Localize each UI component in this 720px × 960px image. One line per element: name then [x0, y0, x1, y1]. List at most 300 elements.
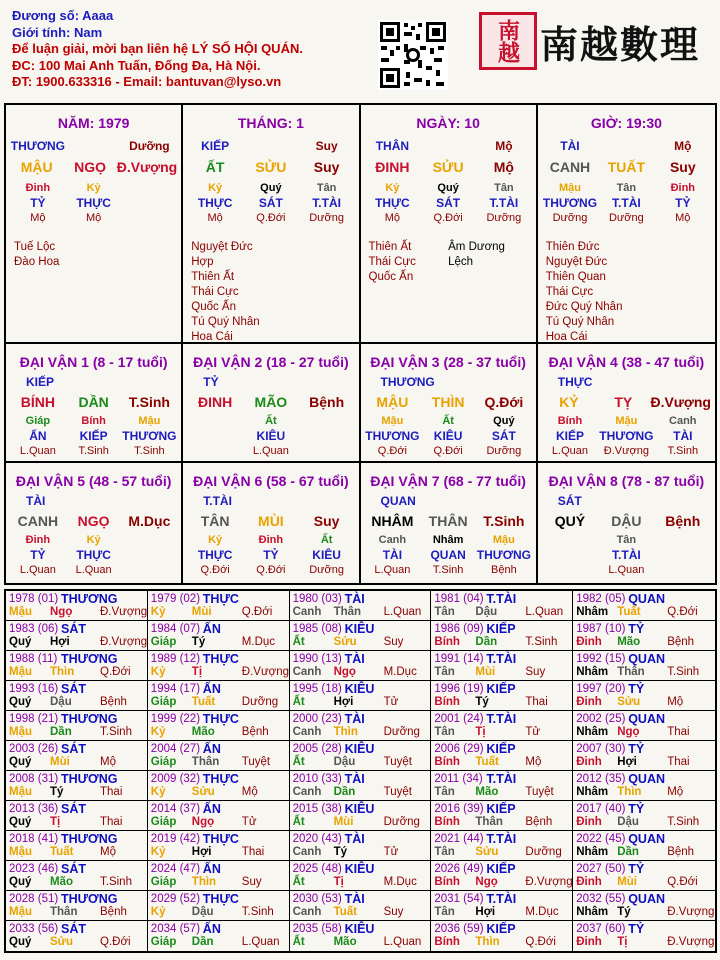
- year-pillar: [9, 846, 144, 858]
- year-ten-god: T.TÀI: [486, 832, 517, 846]
- stem-branch: Q.Đới: [484, 394, 524, 410]
- year-cell: [6, 651, 148, 681]
- year-ten-god: ẤN: [202, 742, 221, 756]
- life-stage: L.Quan: [374, 564, 411, 576]
- year-pillar: [576, 936, 715, 948]
- stem-branch: Bệnh: [665, 513, 701, 529]
- hidden-stem: Kỷ: [86, 534, 101, 546]
- year-cell: [573, 741, 715, 771]
- year-stem: Bính: [434, 876, 460, 888]
- year-branch: Mão: [333, 936, 357, 948]
- year-ten-god: KIẾP: [486, 862, 516, 876]
- hidden-stem: Tân: [316, 182, 337, 194]
- year-pillar: [434, 906, 569, 918]
- year-cell: [148, 621, 290, 651]
- star-list: [6, 240, 181, 270]
- hidden-ten-god: THƯƠNG: [599, 429, 654, 443]
- year-pillar: [9, 936, 144, 948]
- year-pillar: [9, 666, 144, 678]
- stem-branch: THÂN: [428, 513, 468, 529]
- year-life-stage: Bệnh: [241, 726, 269, 738]
- year-life-stage: Mộ: [100, 846, 116, 858]
- pillar-row: [6, 444, 181, 459]
- brand-title: 南越數理: [540, 22, 701, 67]
- star-item: Thái Cực: [545, 286, 594, 298]
- year-life-stage: Thai: [667, 726, 690, 738]
- year-label: 2034 (57): [150, 923, 201, 935]
- pillar-row: [6, 395, 181, 410]
- year-branch: Hợi: [50, 636, 70, 648]
- year-pillar: [576, 906, 715, 918]
- stem-branch: SỬU: [432, 159, 464, 175]
- star-item: Quốc Ấn: [368, 271, 414, 283]
- star-item: Thiên Đức: [545, 241, 600, 253]
- year-stem: Đinh: [576, 756, 602, 768]
- year-life-stage: Tuyệt: [383, 756, 412, 768]
- year-stem: Canh: [292, 786, 322, 798]
- year-label: 2000 (23): [292, 713, 342, 725]
- hidden-ten-god: [542, 548, 598, 563]
- year-ten-god: SÁT: [61, 622, 86, 636]
- year-ten-god: KIẾP: [486, 922, 516, 936]
- year-cell: [290, 741, 432, 771]
- hidden-ten-god: THỰC: [76, 548, 111, 562]
- star-list: [361, 240, 536, 285]
- year-pillar: [434, 786, 569, 798]
- year-life-stage: Thai: [241, 846, 265, 858]
- ten-god-label: TÀI: [560, 139, 580, 153]
- year-cell: [431, 711, 573, 741]
- year-label: 1979 (02): [150, 593, 201, 605]
- star-item: Thiên Quan: [545, 271, 606, 283]
- year-label: 1993 (16): [9, 683, 59, 695]
- year-label: 1987 (10): [576, 623, 626, 635]
- year-stem: Quý: [9, 696, 32, 708]
- year-life-stage: Q.Đới: [100, 936, 131, 948]
- pillar-row: [538, 181, 715, 196]
- hidden-ten-god: TỶ: [263, 548, 279, 562]
- year-ten-god: THƯƠNG: [61, 712, 118, 726]
- year-branch: Dần: [191, 936, 214, 948]
- pillar-row: [183, 160, 358, 175]
- year-ten-god: SÁT: [61, 742, 86, 756]
- year-cell: [573, 801, 715, 831]
- year-ten-god: ẤN: [202, 682, 221, 696]
- dai-van-title: ĐẠI VẬN 3 (28 - 37 tuổi): [370, 354, 526, 370]
- hidden-stem: Đinh: [258, 534, 284, 546]
- year-cell: [148, 921, 290, 951]
- year-branch: Sửu: [333, 636, 357, 648]
- life-stage: L.Quan: [19, 445, 56, 457]
- year-cell: [6, 771, 148, 801]
- dai-van-cell: [183, 463, 360, 583]
- year-stem: Kỷ: [150, 666, 166, 678]
- pillar-row: [538, 533, 715, 548]
- annual-luck-table: [4, 589, 717, 953]
- dai-van-title: ĐẠI VẬN 2 (18 - 27 tuổi): [193, 354, 349, 370]
- pillar-row: [361, 196, 536, 211]
- year-branch: Tị: [617, 936, 628, 948]
- year-stem: Đinh: [576, 636, 602, 648]
- year-stem: Canh: [292, 666, 322, 678]
- hidden-ten-god: THƯƠNG: [122, 429, 177, 443]
- stem-branch: Đ.Vượng: [116, 159, 178, 175]
- year-life-stage: T.Sinh: [525, 636, 558, 648]
- year-branch: Mão: [475, 786, 499, 798]
- pillar-row: [183, 181, 358, 196]
- life-stage: Dưỡng: [486, 212, 522, 224]
- pillar-row: [538, 395, 715, 410]
- year-stem: Quý: [9, 936, 32, 948]
- hidden-ten-god: THỰC: [197, 548, 233, 562]
- pillar-row: [183, 533, 358, 548]
- year-cell: [573, 621, 715, 651]
- stem-branch: TÂN: [200, 513, 230, 529]
- pillar-row: [361, 444, 536, 459]
- star-list: [183, 240, 358, 345]
- life-stage: Q.Đới: [377, 445, 407, 457]
- stem-branch: MÙI: [258, 513, 284, 529]
- stem-branch: Đ.Vượng: [650, 394, 711, 410]
- year-life-stage: Suy: [525, 666, 546, 678]
- pillar-row: [183, 548, 358, 563]
- life-stage: Mộ: [207, 212, 223, 224]
- pillar-row: [361, 429, 536, 444]
- year-pillar: [576, 786, 712, 798]
- year-life-stage: Dưỡng: [525, 846, 562, 858]
- year-branch: Dậu: [50, 696, 72, 708]
- year-pillar: [434, 936, 569, 948]
- year-branch: Dậu: [475, 606, 498, 618]
- year-stem: Kỷ: [150, 906, 166, 918]
- star-item: Hoa Cái: [191, 331, 233, 343]
- year-ten-god: T.TÀI: [486, 772, 517, 786]
- year-stem: Giáp: [150, 936, 177, 948]
- ten-god-label: THÂN: [375, 139, 410, 153]
- year-branch: Thân: [333, 606, 362, 618]
- year-branch: Thìn: [191, 876, 217, 888]
- hidden-stem: Tân: [616, 182, 637, 194]
- hidden-ten-god: [187, 429, 243, 444]
- pillar-title: THÁNG: 1: [237, 115, 304, 131]
- year-stem: Kỷ: [150, 606, 166, 618]
- hidden-ten-god: KIẾP: [79, 429, 108, 443]
- stem-branch: BÍNH: [20, 394, 55, 410]
- star-list-left: [369, 240, 449, 285]
- year-ten-god: THƯƠNG: [61, 652, 118, 666]
- hidden-stem: Kỷ: [86, 182, 101, 194]
- year-ten-god: THỰC: [202, 712, 239, 726]
- year-stem: Tân: [434, 846, 455, 858]
- life-stage: Mộ: [384, 212, 401, 224]
- hidden-stem: Ất: [265, 415, 277, 427]
- year-pillar: [576, 726, 712, 738]
- year-ten-god: SÁT: [61, 802, 86, 816]
- year-pillar: [576, 816, 712, 828]
- year-pillar: [576, 876, 712, 888]
- year-stem: Mậu: [9, 846, 32, 858]
- year-life-stage: Dưỡng: [383, 726, 420, 738]
- life-stage: Mộ: [85, 212, 102, 224]
- year-label: 1978 (01): [9, 593, 59, 605]
- year-branch: Thìn: [475, 936, 500, 948]
- year-branch: Thìn: [333, 726, 358, 738]
- year-life-stage: Tuyệt: [525, 786, 554, 798]
- year-stem: Bính: [434, 756, 460, 768]
- stem-branch: SỬU: [255, 159, 287, 175]
- year-life-stage: Thai: [100, 786, 123, 798]
- hidden-ten-god: ẤN: [29, 429, 47, 443]
- year-cell: [6, 711, 148, 741]
- life-stage: Q.Đới: [256, 564, 286, 576]
- year-stem: Giáp: [150, 876, 177, 888]
- pillar-title: GIỜ: 19:30: [590, 115, 662, 131]
- year-stem: Canh: [292, 606, 322, 618]
- year-stem: Kỷ: [150, 846, 166, 858]
- life-stage: L.Quan: [551, 445, 588, 457]
- year-stem: Tân: [434, 906, 455, 918]
- hidden-ten-god: TỶ: [30, 196, 46, 210]
- year-life-stage: Bệnh: [525, 816, 553, 828]
- year-branch: Sửu: [191, 786, 215, 798]
- year-cell: [573, 771, 715, 801]
- year-cell: [6, 861, 148, 891]
- year-label: 1999 (22): [150, 713, 201, 725]
- pillar-row: [361, 563, 536, 578]
- year-cell: [431, 681, 573, 711]
- dai-van-cell: [183, 344, 360, 463]
- dai-van-title: ĐẠI VẬN 8 (78 - 87 tuổi): [548, 473, 705, 489]
- year-pillar: [151, 726, 286, 738]
- star-list-right: [94, 240, 174, 270]
- year-life-stage: Thai: [667, 756, 690, 768]
- year-branch: Tuất: [333, 906, 358, 918]
- year-stem: Nhâm: [576, 786, 609, 798]
- year-ten-god: THƯƠNG: [61, 772, 118, 786]
- year-label: 2015 (38): [292, 803, 342, 815]
- dai-van-ten-god: SÁT: [557, 494, 582, 508]
- year-branch: Tý: [191, 636, 206, 648]
- year-cell: [290, 681, 432, 711]
- year-stem: Giáp: [150, 636, 177, 648]
- year-life-stage: Bệnh: [100, 696, 127, 708]
- year-pillar: [151, 756, 286, 768]
- pillar-row: [6, 563, 181, 578]
- hidden-ten-god: THƯƠNG: [542, 196, 598, 210]
- year-pillar: [434, 876, 573, 888]
- year-branch: Thìn: [50, 666, 75, 678]
- year-ten-god: THỰC: [202, 892, 239, 906]
- year-label: 2016 (39): [434, 803, 484, 815]
- hidden-ten-god: TỶ: [30, 548, 46, 562]
- hidden-ten-god: KIÊU: [256, 429, 286, 443]
- year-label: 2018 (41): [9, 833, 59, 845]
- stem-branch: T.Sinh: [483, 513, 525, 529]
- year-ten-god: ẤN: [202, 922, 221, 936]
- hidden-stem: Mậu: [558, 182, 581, 194]
- pillar-row: [183, 211, 358, 226]
- year-label: 2035 (58): [292, 923, 342, 935]
- year-pillar: [9, 816, 144, 828]
- year-ten-god: ẤN: [202, 622, 221, 636]
- year-branch: Dần: [333, 786, 356, 798]
- year-label: 2028 (51): [9, 893, 59, 905]
- star-list-right: [271, 240, 351, 345]
- year-pillar: [9, 786, 144, 798]
- year-life-stage: T.Sinh: [100, 876, 132, 888]
- hidden-stem: Mậu: [381, 415, 404, 427]
- year-label: 2021 (44): [434, 833, 484, 845]
- year-cell: [6, 681, 148, 711]
- stem-branch: ẤT: [205, 159, 225, 175]
- year-label: 2032 (55): [576, 893, 626, 905]
- year-pillar: [151, 936, 286, 948]
- year-ten-god: KIÊU: [344, 682, 375, 696]
- year-pillar: [151, 786, 286, 798]
- year-stem: Ất: [292, 756, 305, 768]
- star-item: Đức Quý Nhân: [545, 301, 623, 313]
- header-info: [12, 8, 372, 91]
- year-branch: Mão: [617, 636, 641, 648]
- hidden-ten-god: [122, 196, 178, 211]
- year-life-stage: Mộ: [525, 756, 542, 768]
- year-ten-god: TÀI: [344, 652, 365, 666]
- year-label: 1984 (07): [150, 623, 201, 635]
- year-branch: Tị: [475, 726, 486, 738]
- year-label: 2004 (27): [150, 743, 201, 755]
- hidden-stem: [299, 414, 355, 429]
- year-ten-god: TỶ: [628, 742, 645, 756]
- year-ten-god: SÁT: [61, 862, 86, 876]
- year-cell: [290, 891, 432, 921]
- year-cell: [290, 711, 432, 741]
- hidden-stem: Kỷ: [208, 182, 223, 194]
- year-ten-god: TỶ: [628, 862, 645, 876]
- year-pillar: [151, 816, 286, 828]
- hidden-ten-god: T.TÀI: [312, 196, 341, 210]
- year-label: 2001 (24): [434, 713, 484, 725]
- year-label: 2029 (52): [150, 893, 201, 905]
- year-cell: [431, 891, 573, 921]
- year-branch: Thân: [617, 666, 645, 678]
- hidden-stem: Giáp: [25, 415, 51, 427]
- year-pillar: [293, 936, 428, 948]
- year-branch: Tị: [191, 666, 203, 678]
- year-branch: Ngọ: [333, 666, 356, 678]
- year-life-stage: T.Sinh: [241, 906, 274, 918]
- year-stem: Tân: [434, 666, 455, 678]
- year-ten-god: ẤN: [202, 802, 221, 816]
- year-label: 2009 (32): [150, 773, 201, 785]
- year-label: 2005 (28): [292, 743, 342, 755]
- year-cell: [6, 831, 148, 861]
- pillar-row: [183, 196, 358, 211]
- dai-van-cell: [6, 463, 183, 583]
- year-stem: Mậu: [9, 666, 32, 678]
- year-label: 1980 (03): [292, 593, 342, 605]
- year-life-stage: Q.Đới: [100, 666, 131, 678]
- year-branch: Hợi: [617, 756, 637, 768]
- year-life-stage: Bệnh: [667, 636, 695, 648]
- year-ten-god: T.TÀI: [486, 712, 517, 726]
- year-cell: [148, 651, 290, 681]
- year-ten-god: KIẾP: [486, 682, 516, 696]
- pillar-row: [183, 444, 358, 459]
- year-branch: Hợi: [191, 846, 212, 858]
- year-cell: [148, 711, 290, 741]
- year-stem: Giáp: [150, 756, 177, 768]
- year-branch: Tuất: [50, 846, 74, 858]
- hidden-ten-god: THỰC: [375, 196, 410, 210]
- year-ten-god: KIÊU: [344, 802, 375, 816]
- year-ten-god: THỰC: [202, 652, 239, 666]
- year-ten-god: QUAN: [628, 592, 665, 606]
- star-list-right: [626, 240, 707, 345]
- year-ten-god: TÀI: [344, 892, 365, 906]
- year-branch: Tý: [50, 786, 64, 798]
- year-label: 2027 (50): [576, 863, 626, 875]
- year-cell: [290, 621, 432, 651]
- year-branch: Tuất: [191, 696, 216, 708]
- pillar-row: [6, 429, 181, 444]
- year-branch: Dậu: [333, 756, 356, 768]
- stem-branch: MẬU: [20, 159, 53, 175]
- pillar-row: [361, 414, 536, 429]
- phone-email-line: ĐT: 1900.633316 - Email: bantuvan@lyso.vn: [12, 74, 282, 89]
- pillar-row: [538, 211, 715, 226]
- year-life-stage: Tử: [383, 696, 399, 708]
- star-item: Quốc Ấn: [191, 301, 236, 313]
- year-ten-god: TỶ: [628, 682, 645, 696]
- ten-god-label: [420, 139, 476, 154]
- year-life-stage: Bệnh: [100, 906, 127, 918]
- stem-branch: NGỌ: [74, 159, 106, 175]
- year-cell: [431, 651, 573, 681]
- year-branch: Dần: [50, 726, 72, 738]
- ten-god-label: [243, 139, 299, 154]
- hidden-ten-god: THỰC: [197, 196, 233, 210]
- year-branch: Tý: [333, 846, 348, 858]
- stem-branch: MÃO: [254, 394, 288, 410]
- year-label: 1991 (14): [434, 653, 484, 665]
- year-cell: [148, 831, 290, 861]
- year-label: 1998 (21): [9, 713, 59, 725]
- pillar-row: [183, 139, 358, 154]
- hidden-stem: Bính: [557, 415, 583, 427]
- stem-branch: TỴ: [614, 394, 633, 410]
- hidden-stem: Tân: [616, 534, 637, 546]
- year-ten-god: TÀI: [344, 832, 365, 846]
- year-label: 1992 (15): [576, 653, 626, 665]
- qr-code-icon: [378, 20, 448, 90]
- hidden-stem: Quý: [437, 182, 459, 194]
- pillar-row: [6, 211, 181, 226]
- hidden-ten-god: [655, 548, 711, 563]
- year-life-stage: Đ.Vượng: [100, 636, 148, 648]
- year-label: 2036 (59): [434, 923, 484, 935]
- stem-branch: THÌN: [431, 394, 465, 410]
- year-stem: Nhâm: [576, 666, 609, 678]
- year-label: 1982 (05): [576, 593, 626, 605]
- year-stem: Giáp: [150, 696, 177, 708]
- hidden-stem: Canh: [378, 534, 407, 546]
- year-life-stage: M.Dục: [383, 876, 417, 888]
- year-life-stage: Đ.Vượng: [667, 936, 715, 948]
- year-branch: Dần: [475, 636, 498, 648]
- ten-god-label: KIẾP: [201, 139, 230, 153]
- year-life-stage: Suy: [383, 906, 404, 918]
- year-cell: [431, 861, 573, 891]
